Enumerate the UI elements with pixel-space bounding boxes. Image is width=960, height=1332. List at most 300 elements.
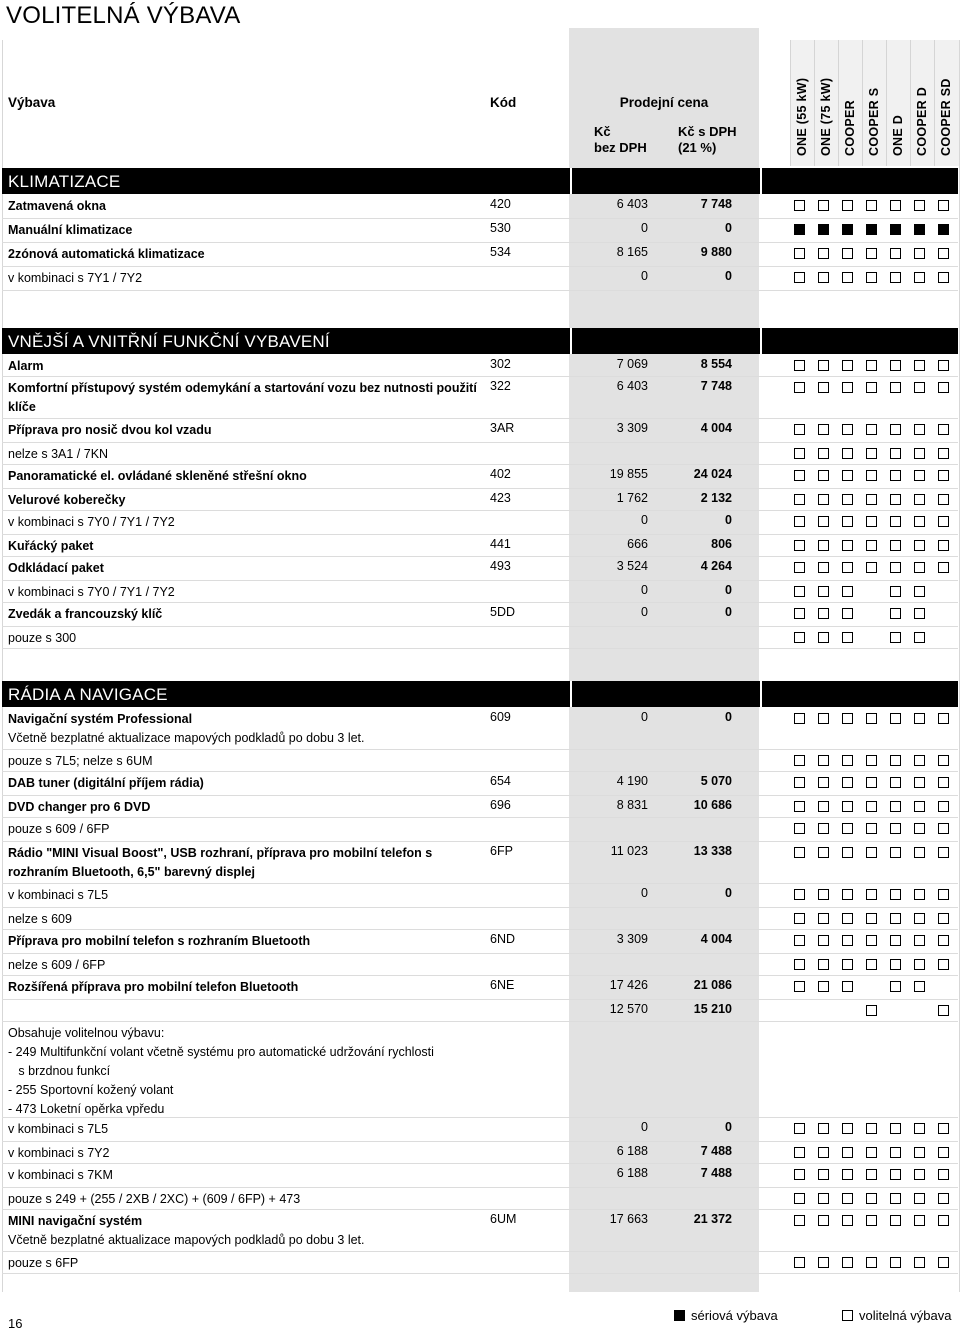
item-name: nelze s 3A1 / 7KN <box>8 447 109 461</box>
availability-marks <box>794 847 958 859</box>
item-name: v kombinaci s 7Y1 / 7Y2 <box>8 271 143 285</box>
availability-marks <box>794 913 958 925</box>
empty-square-icon <box>818 1147 829 1158</box>
item-name: Panoramatické el. ovládané skleněné střešní okno <box>8 469 307 483</box>
item-name: Navigační systém Professional Včetně bezplatné aktualizace mapových podkladů po dobu 3 let. <box>8 712 365 745</box>
table-row <box>2 442 958 465</box>
page-footer <box>0 1300 960 1332</box>
table-row <box>2 556 958 581</box>
item-code: 534 <box>490 245 511 259</box>
table-row <box>2 1187 958 1210</box>
empty-square-icon <box>890 935 901 946</box>
price-gross: 0 <box>725 1120 732 1134</box>
item-name: DAB tuner (digitální příjem rádia) <box>8 776 204 790</box>
empty-square-icon <box>866 540 877 551</box>
legend-serial-label: sériová výbava <box>691 1308 778 1323</box>
empty-square-icon <box>818 847 829 858</box>
empty-square-icon <box>794 272 805 283</box>
empty-square-icon <box>794 823 805 834</box>
empty-square-icon <box>938 424 949 435</box>
empty-square-icon <box>938 823 949 834</box>
empty-square-icon <box>890 981 901 992</box>
availability-marks <box>794 959 958 971</box>
empty-square-icon <box>890 959 901 970</box>
empty-square-icon <box>890 540 901 551</box>
empty-square-icon <box>938 360 949 371</box>
empty-square-icon <box>890 1215 901 1226</box>
empty-square-icon <box>890 889 901 900</box>
empty-square-icon <box>938 847 949 858</box>
legend-serial <box>674 1308 778 1323</box>
model-label: COOPER S <box>867 87 881 156</box>
empty-square-icon <box>794 470 805 481</box>
empty-square-icon <box>842 1310 853 1321</box>
empty-square-icon <box>842 248 853 259</box>
item-name: Rozšířená příprava pro mobilní telefon Bluetooth <box>8 980 299 994</box>
table-row <box>2 1163 958 1188</box>
empty-square-icon <box>914 713 925 724</box>
empty-square-icon <box>842 272 853 283</box>
empty-square-icon <box>914 1169 925 1180</box>
page-title: VOLITELNÁ VÝBAVA <box>6 2 241 29</box>
empty-square-icon <box>890 1147 901 1158</box>
header-kc-bez-dph: Kč bez DPH <box>594 124 647 155</box>
empty-square-icon <box>818 248 829 259</box>
empty-square-icon <box>818 632 829 643</box>
empty-square-icon <box>914 562 925 573</box>
item-code: 696 <box>490 798 511 812</box>
table-row <box>2 580 958 603</box>
empty-square-icon <box>938 1123 949 1134</box>
empty-square-icon <box>866 889 877 900</box>
filled-square-icon <box>866 224 877 235</box>
availability-marks <box>794 935 958 947</box>
empty-square-icon <box>842 981 853 992</box>
empty-square-icon <box>890 1193 901 1204</box>
empty-square-icon <box>866 470 877 481</box>
filled-square-icon <box>938 224 949 235</box>
empty-square-icon <box>818 424 829 435</box>
empty-square-icon <box>866 1193 877 1204</box>
price-net: 0 <box>641 583 648 597</box>
item-name: Kuřácký paket <box>8 539 94 553</box>
header-kod: Kód <box>490 95 517 110</box>
empty-square-icon <box>914 382 925 393</box>
availability-marks <box>794 777 958 789</box>
table-row <box>2 907 958 930</box>
empty-square-icon <box>866 847 877 858</box>
availability-marks <box>794 470 958 482</box>
availability-marks <box>794 889 958 901</box>
empty-square-icon <box>914 801 925 812</box>
price-net: 11 023 <box>610 844 648 858</box>
price-gross: 0 <box>725 886 732 900</box>
empty-square-icon <box>818 360 829 371</box>
empty-square-icon <box>866 200 877 211</box>
price-gross: 0 <box>725 710 732 724</box>
price-gross: 10 686 <box>693 798 732 812</box>
empty-square-icon <box>938 959 949 970</box>
filled-square-icon <box>674 1310 685 1321</box>
table-row <box>2 1117 958 1142</box>
table-row <box>2 771 958 796</box>
empty-square-icon <box>818 540 829 551</box>
availability-marks <box>794 1005 958 1017</box>
empty-square-icon <box>938 801 949 812</box>
item-code: 609 <box>490 710 511 724</box>
table-row <box>2 602 958 627</box>
empty-square-icon <box>938 494 949 505</box>
availability-marks <box>794 272 958 284</box>
empty-square-icon <box>842 494 853 505</box>
item-name: Obsahuje volitelnou výbavu: - 249 Multifunkční volant včetně systému pro automatické udržování rychlosti s brzdnou funkcí - 255 Sportovní kožený volant - 473 Loketní opěrka vpředu <box>8 1026 434 1116</box>
price-gross: 0 <box>725 513 732 527</box>
availability-marks <box>794 516 958 528</box>
empty-square-icon <box>938 1257 949 1268</box>
section-title: RÁDIA A NAVIGACE <box>8 685 168 704</box>
item-code: 5DD <box>490 605 516 619</box>
price-net: 3 309 <box>616 932 648 946</box>
empty-square-icon <box>818 608 829 619</box>
filled-square-icon <box>914 224 925 235</box>
table-row <box>2 1251 958 1274</box>
item-name: Zvedák a francouzský klíč <box>8 607 163 621</box>
empty-square-icon <box>818 913 829 924</box>
empty-square-icon <box>890 777 901 788</box>
price-gross: 5 070 <box>700 774 732 788</box>
empty-square-icon <box>914 540 925 551</box>
empty-square-icon <box>890 823 901 834</box>
item-name: pouze s 609 / 6FP <box>8 822 110 836</box>
header-prodejni-cena: Prodejní cena <box>619 95 709 110</box>
empty-square-icon <box>866 713 877 724</box>
empty-square-icon <box>818 823 829 834</box>
empty-square-icon <box>914 608 925 619</box>
item-name: pouze s 249 + (255 / 2XB / 2XC) + (609 / 6FP) + 473 <box>8 1192 301 1206</box>
page-number: 16 <box>8 1316 23 1331</box>
item-name: Příprava pro mobilní telefon s rozhraním Bluetooth <box>8 934 311 948</box>
empty-square-icon <box>818 981 829 992</box>
empty-square-icon <box>866 382 877 393</box>
item-name: nelze s 609 <box>8 912 72 926</box>
empty-square-icon <box>794 713 805 724</box>
item-code: 420 <box>490 197 511 211</box>
availability-marks <box>794 1147 958 1159</box>
price-net: 0 <box>641 605 648 619</box>
section-divider <box>760 681 762 707</box>
empty-square-icon <box>842 913 853 924</box>
model-label: COOPER <box>843 100 857 156</box>
empty-square-icon <box>914 913 925 924</box>
price-net: 12 570 <box>609 1002 648 1016</box>
table-row <box>2 1141 958 1164</box>
empty-square-icon <box>938 562 949 573</box>
availability-marks <box>794 823 958 835</box>
price-net: 0 <box>641 513 648 527</box>
empty-square-icon <box>914 494 925 505</box>
price-gross: 0 <box>725 583 732 597</box>
item-name: pouze s 7L5; nelze s 6UM <box>8 754 153 768</box>
empty-square-icon <box>890 516 901 527</box>
availability-marks <box>794 1257 958 1269</box>
empty-square-icon <box>890 1123 901 1134</box>
price-net: 1 762 <box>616 491 648 505</box>
availability-marks <box>794 755 958 767</box>
empty-square-icon <box>866 1147 877 1158</box>
item-name: Zatmavená okna <box>8 199 106 213</box>
item-code: 3AR <box>490 421 515 435</box>
empty-square-icon <box>818 448 829 459</box>
empty-square-icon <box>842 382 853 393</box>
price-gross: 4 004 <box>700 421 732 435</box>
item-name: Manuální klimatizace <box>8 223 133 237</box>
price-net: 6 403 <box>616 379 648 393</box>
availability-marks <box>794 424 958 436</box>
model-label: ONE (75 kW) <box>819 77 833 156</box>
section-header <box>2 328 958 354</box>
table-row <box>2 626 958 649</box>
price-net: 6 188 <box>616 1144 648 1158</box>
price-gross: 7 748 <box>700 197 732 211</box>
price-gross: 7 488 <box>700 1166 732 1180</box>
table-row <box>2 194 958 219</box>
empty-square-icon <box>914 1215 925 1226</box>
table-row <box>2 510 958 535</box>
item-name: v kombinaci s 7Y0 / 7Y1 / 7Y2 <box>8 585 175 599</box>
empty-square-icon <box>866 935 877 946</box>
price-net: 3 524 <box>616 559 648 573</box>
empty-square-icon <box>890 272 901 283</box>
empty-square-icon <box>818 494 829 505</box>
price-net: 17 426 <box>609 978 648 992</box>
availability-marks <box>794 981 958 993</box>
empty-square-icon <box>842 1169 853 1180</box>
price-net: 3 309 <box>616 421 648 435</box>
empty-square-icon <box>794 448 805 459</box>
empty-square-icon <box>890 586 901 597</box>
empty-square-icon <box>866 494 877 505</box>
empty-square-icon <box>794 586 805 597</box>
empty-square-icon <box>890 1257 901 1268</box>
table-row <box>2 999 958 1022</box>
empty-square-icon <box>914 272 925 283</box>
empty-square-icon <box>914 935 925 946</box>
empty-square-icon <box>938 470 949 481</box>
table-row <box>2 817 958 842</box>
empty-square-icon <box>842 360 853 371</box>
empty-square-icon <box>938 540 949 551</box>
empty-square-icon <box>914 755 925 766</box>
price-gross: 13 338 <box>693 844 732 858</box>
price-gross: 7 488 <box>700 1144 732 1158</box>
empty-square-icon <box>866 562 877 573</box>
empty-square-icon <box>842 935 853 946</box>
empty-square-icon <box>914 847 925 858</box>
empty-square-icon <box>866 1257 877 1268</box>
empty-square-icon <box>914 360 925 371</box>
empty-square-icon <box>818 1123 829 1134</box>
empty-square-icon <box>794 959 805 970</box>
empty-square-icon <box>842 801 853 812</box>
empty-square-icon <box>794 755 805 766</box>
item-code: 6UM <box>490 1212 517 1226</box>
availability-marks <box>794 1215 958 1227</box>
empty-square-icon <box>794 562 805 573</box>
section-header <box>2 168 958 194</box>
empty-square-icon <box>890 360 901 371</box>
empty-square-icon <box>818 1215 829 1226</box>
empty-square-icon <box>842 1193 853 1204</box>
empty-square-icon <box>866 801 877 812</box>
item-code: 493 <box>490 559 511 573</box>
empty-square-icon <box>866 913 877 924</box>
availability-marks <box>794 382 958 394</box>
price-net: 6 188 <box>616 1166 648 1180</box>
item-name: v kombinaci s 7Y0 / 7Y1 / 7Y2 <box>8 515 175 529</box>
empty-square-icon <box>938 935 949 946</box>
availability-marks <box>794 248 958 260</box>
empty-square-icon <box>890 632 901 643</box>
empty-square-icon <box>890 847 901 858</box>
price-gross: 9 880 <box>700 245 732 259</box>
availability-marks <box>794 1027 958 1039</box>
empty-square-icon <box>866 959 877 970</box>
section-divider <box>570 681 572 707</box>
empty-square-icon <box>842 632 853 643</box>
empty-square-icon <box>794 516 805 527</box>
table-row <box>2 354 958 377</box>
empty-square-icon <box>866 1215 877 1226</box>
item-name: pouze s 6FP <box>8 1256 79 1270</box>
empty-square-icon <box>938 200 949 211</box>
empty-square-icon <box>794 889 805 900</box>
price-gross: 7 748 <box>700 379 732 393</box>
price-net: 0 <box>641 221 648 235</box>
empty-square-icon <box>914 823 925 834</box>
empty-square-icon <box>818 1169 829 1180</box>
empty-square-icon <box>794 632 805 643</box>
empty-square-icon <box>890 470 901 481</box>
empty-square-icon <box>818 777 829 788</box>
table-row <box>2 1021 958 1118</box>
item-code: 302 <box>490 357 511 371</box>
price-gross: 2 132 <box>700 491 732 505</box>
empty-square-icon <box>938 1193 949 1204</box>
availability-marks <box>794 448 958 460</box>
empty-square-icon <box>914 200 925 211</box>
empty-square-icon <box>938 272 949 283</box>
price-gross: 21 372 <box>693 1212 732 1226</box>
model-label: ONE (55 kW) <box>795 77 809 156</box>
empty-square-icon <box>890 382 901 393</box>
empty-square-icon <box>842 424 853 435</box>
empty-square-icon <box>866 755 877 766</box>
empty-square-icon <box>794 360 805 371</box>
empty-square-icon <box>842 847 853 858</box>
empty-square-icon <box>866 360 877 371</box>
empty-square-icon <box>914 248 925 259</box>
price-net: 4 190 <box>616 774 648 788</box>
model-label: COOPER D <box>915 86 929 156</box>
item-name: DVD changer pro 6 DVD <box>8 800 151 814</box>
empty-square-icon <box>842 586 853 597</box>
table-row <box>2 418 958 443</box>
availability-marks <box>794 562 958 574</box>
empty-square-icon <box>818 586 829 597</box>
table-row <box>2 883 958 908</box>
empty-square-icon <box>890 562 901 573</box>
empty-square-icon <box>890 755 901 766</box>
table-row <box>2 841 958 884</box>
empty-square-icon <box>914 889 925 900</box>
table-row <box>2 795 958 818</box>
empty-square-icon <box>938 382 949 393</box>
table-row <box>2 707 958 750</box>
empty-square-icon <box>914 1257 925 1268</box>
empty-square-icon <box>842 959 853 970</box>
price-net: 8 165 <box>616 245 648 259</box>
model-label: COOPER SD <box>939 78 953 156</box>
item-name: MINI navigační systém Včetně bezplatné aktualizace mapových podkladů po dobu 3 let. <box>8 1214 365 1247</box>
empty-square-icon <box>794 608 805 619</box>
empty-square-icon <box>842 516 853 527</box>
item-code: 6FP <box>490 844 513 858</box>
empty-square-icon <box>794 424 805 435</box>
empty-square-icon <box>914 959 925 970</box>
item-name: Odkládací paket <box>8 561 104 575</box>
availability-marks <box>794 713 958 725</box>
empty-square-icon <box>866 272 877 283</box>
empty-square-icon <box>938 777 949 788</box>
empty-square-icon <box>818 1193 829 1204</box>
empty-square-icon <box>818 889 829 900</box>
empty-square-icon <box>794 981 805 992</box>
table-row <box>2 953 958 976</box>
empty-square-icon <box>818 470 829 481</box>
availability-marks <box>794 494 958 506</box>
item-name: Komfortní přístupový systém odemykání a startování vozu bez nutnosti použití klíče <box>8 381 477 414</box>
item-code: 6ND <box>490 932 516 946</box>
empty-square-icon <box>914 516 925 527</box>
empty-square-icon <box>890 448 901 459</box>
section-title: VNĚJŠÍ A VNITŘNÍ FUNKČNÍ VYBAVENÍ <box>8 332 330 351</box>
empty-square-icon <box>842 755 853 766</box>
section-title: KLIMATIZACE <box>8 172 121 191</box>
empty-square-icon <box>794 1257 805 1268</box>
item-name: v kombinaci s 7Y2 <box>8 1146 110 1160</box>
empty-square-icon <box>794 935 805 946</box>
empty-square-icon <box>842 448 853 459</box>
empty-square-icon <box>842 713 853 724</box>
price-net: 19 855 <box>609 467 648 481</box>
section-divider <box>760 168 762 194</box>
legend-optional <box>842 1308 952 1323</box>
empty-square-icon <box>842 608 853 619</box>
empty-square-icon <box>890 608 901 619</box>
empty-square-icon <box>842 777 853 788</box>
empty-square-icon <box>818 801 829 812</box>
empty-square-icon <box>794 801 805 812</box>
availability-marks <box>794 360 958 372</box>
price-gross: 4 004 <box>700 932 732 946</box>
empty-square-icon <box>890 200 901 211</box>
table-row <box>2 534 958 557</box>
empty-square-icon <box>794 1215 805 1226</box>
item-name: nelze s 609 / 6FP <box>8 958 106 972</box>
empty-square-icon <box>890 424 901 435</box>
price-gross: 8 554 <box>700 357 732 371</box>
empty-square-icon <box>938 448 949 459</box>
